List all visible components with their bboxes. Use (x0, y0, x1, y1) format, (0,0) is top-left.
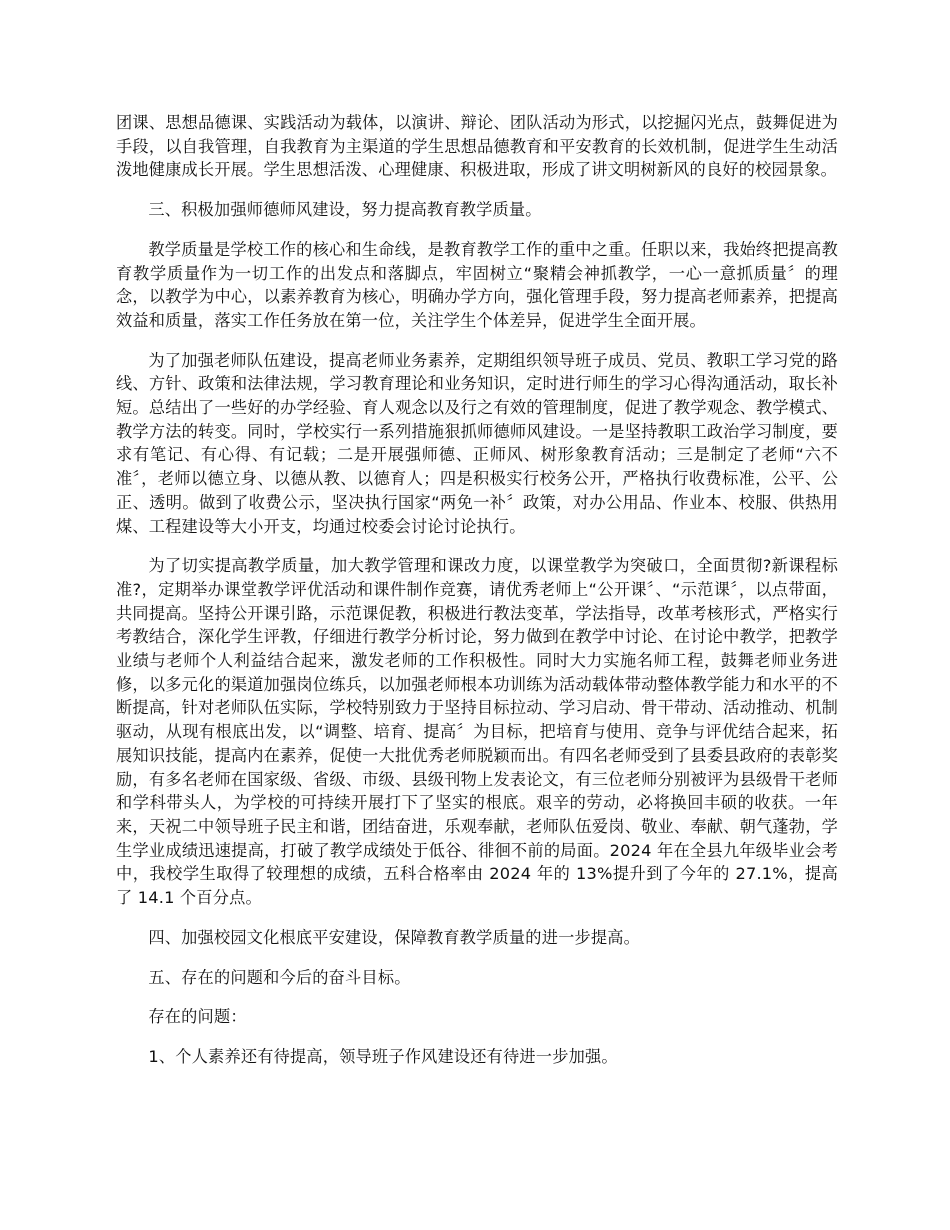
section-heading-campus-culture: 四、加强校园文化根底平安建设，保障教育教学质量的进一步提高。 (148, 927, 641, 947)
subheading-existing-problems: 存在的问题： (148, 1007, 247, 1027)
paragraph-teaching-reform: 为了切实提高教学质量，加大教学管理和课改力度，以课堂教学为突破口，全面贯彻?新课程标准?，定期举办课堂教学评优活动和课件制作竞赛，请优秀老师上“公开课〞、“示范课〞，以点带面，共同提高。坚持公开课引路，示范课促教，积极进行教法变革，学法指导，改革考核形式，严格实行考教结合，深化学生评教，仔细进行教学分析讨论，努力做到在教学中讨论、在讨论中教学，把教学业绩与老师个人利益结合起来，激发老师的工作积极性。同时大力实施名师工程，鼓舞老师业务进修，以多元化的渠道加强岗位练兵，以加强老师根本功训练为活动载体带动整体教学能力和水平的不断提高，针对老师队伍实际，学校特别致力于坚持目标拉动、学习启动、骨干带动、活动推动、机制驱动，从现有根底出发，以“调整、培育、提高〞为目标，把培育与使用、竞争与评优结合起来，拓展知识技能，提高内在素养，促使一大批优秀老师脱颖而出。有四名老师受到了县委县政府的表彰奖励，有多名老师在国家级、省级、市级、县级刊物上发表论文，有三位老师分别被评为县级骨干老师和学科带头人，为学校的可持续开展打下了坚实的根底。艰辛的劳动，必将换回丰硕的收获。一年来，天祝二中领导班子民主和谐，团结奋进，乐观奉献，老师队伍爱岗、敬业、奉献、朝气蓬勃，学生学业成绩迅速提高，打破了教学成绩处于低谷、徘徊不前的局面。2024 年在全县九年级毕业会考中，我校学生取得了较理想的成绩，五科合格率由 2024 年的 13%提升到了今年的 27.1%，提高了 14.1 个百分点。 (116, 556, 838, 908)
paragraph-moral-education-continued: 团课、思想品德课、实践活动为载体，以演讲、辩论、团队活动为形式，以挖掘闪光点，鼓舞促进为手段，以自我管理，自我教育为主渠道的学生思想品德教育和平安教育的长效机制，促进学生生动活泼地健康成长开展。学生思想活泼、心理健康、积极进取，形成了讲文明树新风的良好的校园景象。 (116, 113, 838, 180)
paragraph-teacher-team-building: 为了加强老师队伍建设，提高老师业务素养，定期组织领导班子成员、党员、教职工学习党的路线、方针、政策和法律法规，学习教育理论和业务知识，定时进行师生的学习心得沟通活动，取长补短。总结出了一些好的办学经验、育人观念以及行之有效的管理制度，促进了教学观念、教学模式、教学方法的转变。同时，学校实行一系列措施狠抓师德师风建设。一是坚持教职工政治学习制度，要求有笔记、有心得、有记载；二是开展强师德、正师风、树形象教育活动；三是制定了老师“六不准〞，老师以德立身、以德从教、以德育人；四是积极实行校务公开，严格执行收费标准，公平、公正、透明。做到了收费公示，坚决执行国家“两免一补〞政策，对办公用品、作业本、校服、供热用煤、工程建设等大小开支，均通过校委会讨论讨论执行。 (116, 350, 838, 536)
section-heading-teacher-ethics: 三、积极加强师德师风建设，努力提高教育教学质量。 (148, 200, 542, 220)
paragraph-teaching-quality: 教学质量是学校工作的核心和生命线，是教育教学工作的重中之重。任职以来，我始终把提高教育教学质量作为一切工作的出发点和落脚点，牢固树立“聚精会神抓教学，一心一意抓质量〞的理念，以教学为中心，以素养教育为核心，明确办学方向，强化管理手段，努力提高老师素养，把提高效益和质量，落实工作任务放在第一位，关注学生个体差异，促进学生全面开展。 (116, 239, 838, 330)
section-heading-problems-goals: 五、存在的问题和今后的奋斗目标。 (148, 967, 411, 987)
document-body (116, 111, 838, 1085)
list-item-problem-1: 1、个人素养还有待提高，领导班子作风建设还有待进一步加强。 (148, 1046, 618, 1066)
